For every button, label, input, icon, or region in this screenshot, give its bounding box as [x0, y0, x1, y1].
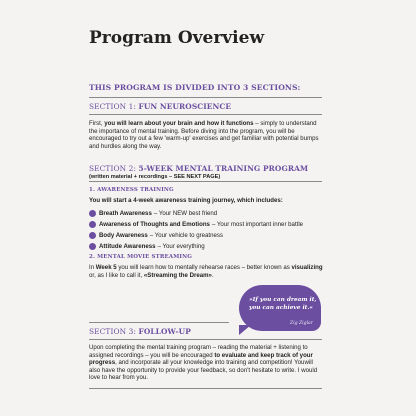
list-item: Breath Awareness – Your NEW best friend [89, 208, 325, 219]
awareness-list [89, 208, 325, 252]
mental-movie-streaming-title: 2. MENTAL MOVIE STREAMING [89, 254, 193, 260]
awareness-training-lead: You will start a 4-week awareness training journey, which includes: [89, 197, 283, 204]
divider [89, 388, 322, 389]
bullet-dot-icon [89, 210, 96, 217]
list-item: Attitude Awareness – Your everything [89, 241, 325, 252]
list-item: Awareness of Thoughts and Emotions – Your most important inner battle [89, 219, 325, 230]
list-item: Body Awareness – Your vehicle to greatness [89, 230, 325, 241]
section-1-heading: SECTION 1: FUN NEUROSCIENCE [89, 102, 232, 111]
quote-text: »If you can dream it, you can achieve it.« [249, 297, 317, 311]
section-1-paragraph: First, you will learn about your brain and how it functions – simply to understand the importance of mental training. Before diving into the program, you will be encouraged to try out a few 'warm-up' exercises and get familiar with potential bumps and hurdles along the way. [89, 120, 319, 150]
document-page [89, 0, 325, 416]
section-3-paragraph: Upon completing the mental training program – reading the material + listening to assigned recordings – you will be encouraged to evaluate and keep track of your progress, and incorporate all your knowledge into training and competition! Youwill also have the opportunity to provide your feedback, so don't hesitate to write. I would love to hear from you. [89, 344, 318, 382]
section-2-note: (written material + recordings – SEE NEXT PAGE) [89, 174, 221, 180]
bullet-dot-icon [89, 232, 96, 239]
section-2-heading: SECTION 2: 5-WEEK MENTAL TRAINING PROGRAM [89, 164, 309, 173]
bullet-dot-icon [89, 243, 96, 250]
quote-bubble [239, 285, 321, 331]
awareness-training-title: 1. AWARENESS TRAINING [89, 187, 174, 193]
bullet-dot-icon [89, 221, 96, 228]
divider [89, 114, 322, 115]
section-3-heading: SECTION 3: FOLLOW-UP [89, 327, 191, 336]
mental-movie-streaming-paragraph: In Week 5 you will learn how to mentally rehearse races – better known as visualizing or, as I like to call it, «Streaming the Dream». [89, 264, 323, 279]
quote-author: Zig Ziglar [289, 321, 313, 326]
page-title: Program Overview [89, 28, 265, 48]
divider [89, 97, 322, 98]
divider [89, 322, 229, 323]
quote-bubble-tail [239, 325, 251, 335]
intro-heading: THIS PROGRAM IS DIVIDED INTO 3 SECTIONS: [89, 83, 301, 92]
divider [89, 181, 322, 182]
divider [89, 339, 322, 340]
